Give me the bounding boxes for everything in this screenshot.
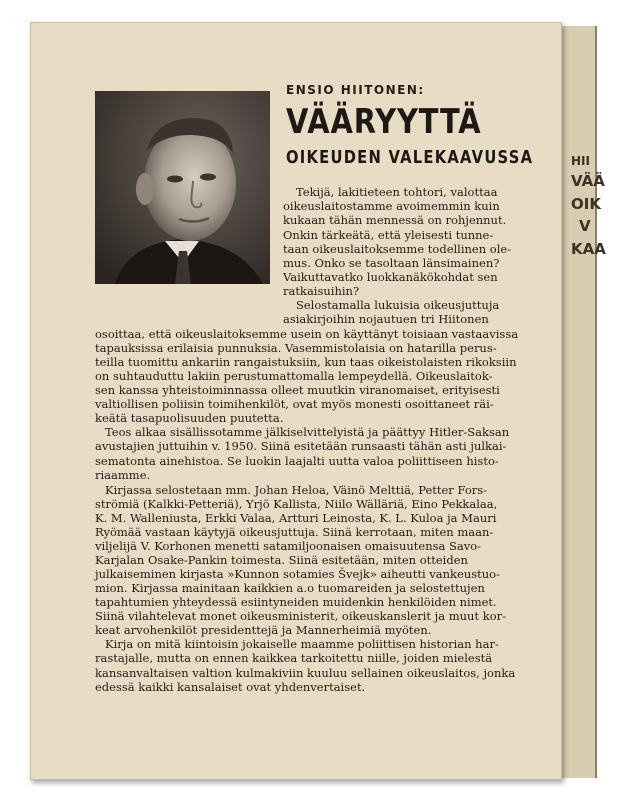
- blurb-line: Ryömää vastaan käytyjä oikeusjuttuja. Siinä kerrotaan, miten maan-: [95, 525, 494, 539]
- blurb-line: rastajalle, mutta on ennen kaikkea tarkoitettu niille, joiden mielestä: [95, 651, 493, 665]
- blurb-line: Vaikuttavatko luokkanäkökohdat sen: [283, 270, 498, 284]
- blurb-line: tapauksissa erilaisia punnuksia. Vasemmistolaisia on hatarilla perus-: [95, 341, 497, 355]
- blurb-line: keätä tasapuolisuuden puutetta.: [95, 411, 284, 425]
- blurb-line: mus. Onko se tasoltaan länsimainen?: [283, 256, 500, 270]
- blurb-line: valtiollisen poliisin toimihenkilöt, ovat myös monesti osoittaneet räi-: [95, 397, 494, 411]
- blurb-line: Kirja on mitä kiintoisin jokaiselle maamme poliittisen historian har-: [105, 637, 499, 651]
- blurb-line: kansanvaltaisen valtion kulmakiviin kuuluu sellainen oikeuslaitos, jonka: [95, 666, 516, 680]
- blurb-line: keat arvohenkilöt presidenttejä ja Mannerheimiä myöten.: [95, 623, 432, 637]
- blurb-line: on suhtauduttu lakiin perustumattomalla lempeydellä. Oikeuslaitok-: [95, 369, 493, 383]
- blurb-line: sematonta ainehistoa. Se luokin laajalti uutta valoa poliittiseen histo-: [95, 454, 499, 468]
- book-title: VÄÄRYYTTÄ: [286, 102, 482, 142]
- blurb-line: osoittaa, että oikeuslaitoksemme usein on käyttänyt toisiaan vastaavissa: [95, 327, 519, 341]
- spine-line: VÄÄ: [571, 172, 605, 190]
- blurb-line: Tekijä, lakitieteen tohtori, valottaa: [296, 185, 498, 199]
- spine-line: HII: [571, 154, 590, 168]
- blurb-line: riaamme.: [95, 468, 151, 482]
- blurb-line: K. M. Walleniusta, Erkki Valaa, Artturi Leinosta, K. L. Kuloa ja Mauri: [95, 511, 497, 525]
- blurb-line: tapahtumien yhteydessä esiintyneiden muidenkin henkilöiden nimet.: [95, 595, 497, 609]
- blurb-line: Kirjassa selostetaan mm. Johan Heloa, Väinö Melttiä, Petter Fors-: [105, 483, 488, 497]
- blurb-line: Karjalan Osake-Pankin toimesta. Siinä esitetään, miten otteiden: [95, 553, 468, 567]
- blurb-line: sen kanssa yhteistoiminnassa olleet muutkin viranomaiset, erityisesti: [95, 383, 500, 397]
- blurb-line: edessä kaikki kansalaiset ovat yhdenvertaiset.: [95, 680, 366, 694]
- blurb-line: oikeuslaitostamme avoimemmin kuin: [283, 199, 500, 213]
- book-subtitle: OIKEUDEN VALEKAAVUSSA: [286, 147, 534, 168]
- blurb-line: Siinä vilahtelevat monet oikeusministerit, oikeuskanslerit ja muut kor-: [95, 609, 507, 623]
- author-name: ENSIO HIITONEN:: [286, 83, 425, 97]
- blurb-line: teilla tuomittu ankariin rangaistuksiin, kun taas oikeistolaisten rikoksiin: [95, 355, 517, 369]
- blurb-line: taan oikeuslaitoksemme todellinen ole-: [283, 242, 512, 256]
- blurb-line: mion. Kirjassa mainitaan kaikkien a.o tuomareiden ja selostettujen: [95, 581, 485, 595]
- blurb-line: ratkaisuihin?: [283, 284, 360, 298]
- blurb-line: Selostamalla lukuisia oikeusjuttuja: [296, 298, 500, 312]
- spine-line: OIK: [571, 194, 601, 213]
- blurb-line: kukaan tähän mennessä on rohjennut.: [283, 213, 507, 227]
- blurb-line: Teos alkaa sisällissotamme jälkiselvittelyistä ja päättyy Hitler-Saksan: [105, 425, 510, 439]
- blurb-line: strömiä (Kalkki-Petteriä), Yrjö Kallista, Niilo Wälläriä, Eino Pekkalaa,: [95, 497, 498, 511]
- spine-line: KAA: [571, 239, 606, 258]
- blurb-line: Onkin tärkeätä, että yleisesti tunne-: [283, 228, 494, 242]
- blurb-line: asiakirjoihin nojautuen tri Hiitonen: [283, 312, 489, 326]
- blurb-line: julkaiseminen kirjasta »Kunnon sotamies Švejk» aiheutti vankeustuo-: [95, 567, 500, 581]
- blurb-line: viljelijä V. Korhonen menetti satamiljoonaisen omaisuutensa Savo-: [95, 539, 482, 553]
- blurb-line: avustajien juttuihin v. 1950. Siinä esitetään runsaasti tähän asti julkai-: [95, 439, 507, 453]
- spine-line: V: [579, 217, 591, 235]
